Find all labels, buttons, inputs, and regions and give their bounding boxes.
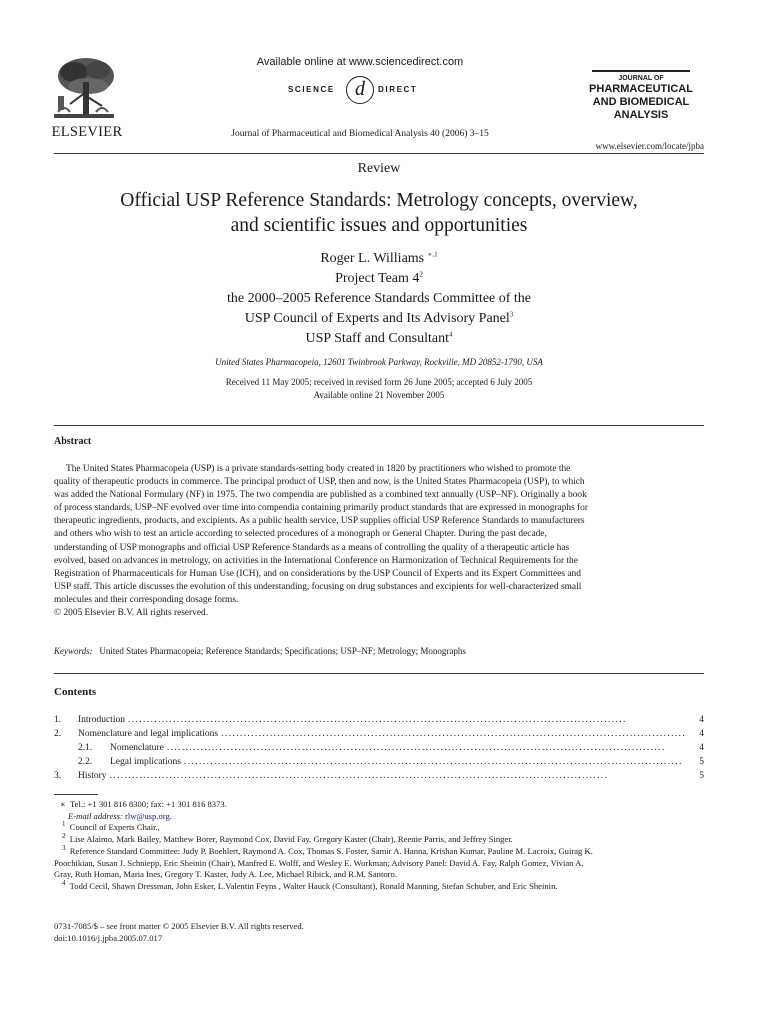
- journal-logo-rule-top: [592, 70, 690, 72]
- keywords: [54, 646, 704, 656]
- toc-leader: [110, 769, 686, 783]
- abstract-line: quality of therapeutic products in commerce. The principal product of USP, then and now, is the United States Pharmacopeia (USP), to which: [54, 477, 585, 488]
- keywords-text: United States Pharmacopeia; Reference Standards; Specifications; USP–NF; Metrology; Monographs: [99, 646, 466, 656]
- author-2: Project Team $4^2$: [335, 270, 423, 286]
- journal-url[interactable]: www.elsevier.com/locate/jpba: [595, 141, 704, 151]
- toc-item-nomenclature-legal[interactable]: 2. Nomenclature and legal implications . . . 4: [54, 727, 704, 741]
- abstract-line: of process standards, USP–NF evolved over time into compendia containing primarily product standards that are expressed in monographs for: [54, 503, 588, 514]
- footnotes: [54, 799, 704, 893]
- sciencedirect-right-text: DIRECT: [378, 85, 418, 94]
- abstract-line: The United States Pharmacopeia (USP) is a private standards-setting body created in 1820 by practitioners who wished to promote the: [66, 464, 571, 474]
- author-1: Roger L. Williams $^{∗,1}$: [320, 250, 438, 266]
- article-title: [54, 188, 704, 238]
- abstract-rule: [54, 673, 704, 674]
- journal-logo-line3: ANALYSIS: [613, 109, 669, 121]
- footnote-2: $^2$ Lise Alaimo, Mark Bailey, Matthew Borer, Raymond Cox, David Fay, Gregory Kaster (Chair), Reenie Parris, and Jeffrey Singer.: [62, 832, 513, 845]
- abstract-line: molecules and their corresponding dosage forms.: [54, 594, 239, 605]
- abstract-line: Registration of Pharmaceuticals for Human Use (ICH), and on considerations by the USP Council of Experts and its Expert Committees and: [54, 568, 581, 579]
- toc-item-nomenclature[interactable]: 2.1. Nomenclature . . . 4: [54, 741, 704, 755]
- abstract-body: [54, 463, 704, 620]
- journal-logo-line1: PHARMACEUTICAL: [589, 83, 693, 95]
- received-dates: Received 11 May 2005; received in revised form 26 June 2005; accepted 6 July 2005: [225, 377, 533, 387]
- title-line-1: Official USP Reference Standards: Metrology concepts, overview,: [120, 190, 638, 211]
- author-2-footnote-link[interactable]: 2: [419, 270, 423, 279]
- author-3b: USP Council of Experts and Its Advisory Panel$^3$: [244, 310, 514, 326]
- keywords-label: Keywords:: [54, 646, 93, 656]
- available-online-text: Available online at www.sciencedirect.com: [256, 56, 464, 68]
- toc-item-introduction[interactable]: 1. Introduction . . . 4: [54, 713, 704, 727]
- doi-line[interactable]: doi:10.1016/j.jpba.2005.07.017: [54, 932, 163, 943]
- abstract-heading: Abstract: [54, 436, 92, 447]
- footnote-corresponding: ∗ Tel.: +1 301 816 8300; fax: +1 301 816 8373.: [60, 799, 227, 809]
- issn-line: 0731-7085/$ – see front matter © 2005 Elsevier B.V. All rights reserved.: [54, 921, 304, 931]
- toc-leader: [128, 713, 685, 727]
- journal-logo-small: JOURNAL OF: [618, 75, 664, 82]
- toc-item-legal-implications[interactable]: 2.2. Legal implications . . . 5: [54, 755, 704, 769]
- author-3-footnote-link[interactable]: 3: [509, 310, 514, 319]
- toc-leader: [221, 727, 685, 741]
- title-rule: [54, 425, 704, 426]
- footnote-4: $^4$ Todd Cecil, Shawn Dressman, John Esker, L.Valentin Feyns , Walter Hauck (Consultant), Ronald Manning, Stefan Schuber, and Eric Sheinin.: [62, 879, 558, 891]
- toc-item-history[interactable]: 3. History . . . 5: [54, 769, 704, 783]
- abstract-line: understanding of USP monographs and official USP Reference Standards as a means of controlling the quality of a therapeutic article has: [54, 542, 570, 553]
- abstract-copyright: © 2005 Elsevier B.V. All rights reserved.: [54, 608, 209, 619]
- publisher-name: ELSEVIER: [51, 124, 123, 140]
- page-footer: [54, 921, 704, 944]
- abstract-line: USP staff. This article discusses the evolution of this understanding, focusing on drug substances and excipients for well-characterized small: [54, 581, 582, 592]
- footnote-3-cont: Poochikian, Susan J. Schniepp, Eric Sheinin (Chair), Manfred E. Wolff, and Wesley E. Workman; Advisory Panel: David A. Fay, Ralph Gomez, Vivian A.: [54, 857, 584, 868]
- journal-logo-line2: AND BIOMEDICAL: [592, 96, 690, 108]
- sciencedirect-left-text: SCIENCE: [288, 85, 335, 94]
- footnote-3: $^3$ Reference Standard Committee: Judy P. Boehlert, Raymond A. Cox, Thomas S. Foster, Samir A. Hanna, Krishan Kumar, Pauline M. Lacroix, Guirag K.: [62, 843, 593, 856]
- email-link[interactable]: rlw@usp.org: [124, 810, 170, 821]
- elsevier-tree-logo: [48, 52, 120, 124]
- abstract-line: therapeutic ingredients, products, and excipients. As a public health service, USP supplies official USP Reference Standards to manufacturers: [54, 516, 585, 527]
- footnote-1: $^1$ Council of Experts Chair.,: [62, 820, 160, 833]
- abstract-line: and others who wish to test an article according to selected procedures of a monograph or General Chapter. During the past decade,: [54, 529, 547, 540]
- toc-leader: [167, 741, 685, 755]
- sciencedirect-mark: d: [346, 76, 374, 104]
- author-1-footnote-link[interactable]: ∗,1: [427, 250, 438, 259]
- toc-leader: [184, 755, 685, 769]
- affiliation: United States Pharmacopeia, 12601 Twinbrook Parkway, Rockville, MD 20852-1790, USA: [215, 357, 543, 367]
- contents-heading: Contents: [54, 686, 97, 698]
- article-type: Review: [357, 161, 401, 176]
- author-4: USP Staff and Consultant$^4$: [305, 330, 453, 346]
- sciencedirect-logo: [288, 76, 438, 106]
- title-line-2: and scientific issues and opportunities: [230, 215, 528, 236]
- journal-logo: [586, 74, 696, 122]
- footnote-rule: [54, 794, 98, 795]
- available-date: Available online 21 November 2005: [313, 390, 445, 400]
- header-rule: [54, 153, 704, 154]
- footnote-3-cont: Gray, Ruth Homan, Maria Ines, Gregory T. Kaster, Judy A. Lee, Michael Ribick, and R.M. Santoro.: [54, 869, 397, 880]
- author-3a: the 2000–2005 Reference Standards Committee of the: [226, 291, 532, 306]
- abstract-line: evolved, based on advances in metrology, on activities in the International Conference on Harmonization of Technical Requirements for the: [54, 555, 578, 566]
- author-block: [54, 249, 704, 349]
- author-4-footnote-link[interactable]: 4: [449, 330, 453, 339]
- abstract-line: was added the National Formulary (NF) in 1975. The two compendia are published as a combined text annually (USP–NF). Originally a book: [54, 490, 587, 501]
- journal-reference: Journal of Pharmaceutical and Biomedical Analysis 40 (2006) 3–15: [231, 129, 489, 139]
- footnote-email: E-mail address: rlw@usp.org.: [68, 810, 172, 821]
